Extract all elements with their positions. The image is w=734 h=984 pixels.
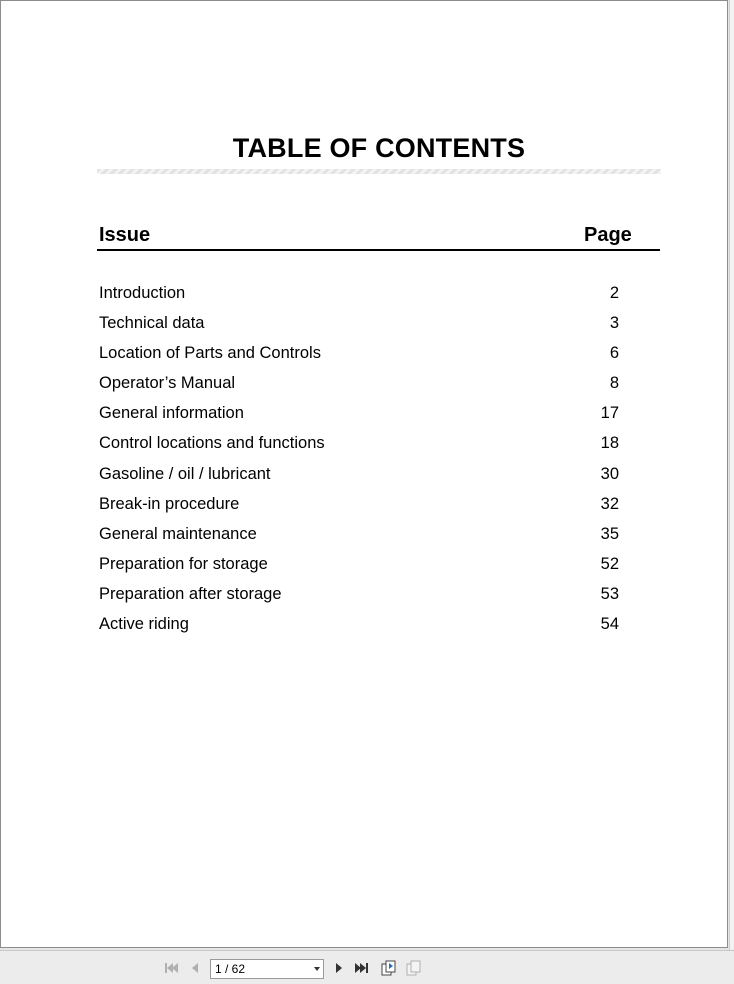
- toc-entry-label: Technical data: [99, 314, 205, 333]
- toc-entry-label: General information: [99, 404, 244, 423]
- toc-entry: [99, 495, 619, 525]
- toc-entry-page: 52: [600, 554, 619, 573]
- toc-entry-page: 35: [600, 524, 619, 543]
- column-header-issue: Issue: [99, 224, 151, 246]
- toc-entry: [99, 585, 619, 615]
- toc-entry: [99, 374, 619, 404]
- toc-entry-label: Preparation for storage: [99, 554, 268, 573]
- toc-list: [99, 284, 619, 645]
- toc-entry: [99, 465, 619, 495]
- toc-entry-label: Gasoline / oil / lubricant: [99, 464, 271, 483]
- toc-entry-page: 32: [600, 494, 619, 513]
- last-page-icon: [354, 961, 370, 975]
- title-divider: [97, 169, 661, 174]
- toc-entry-label: Break-in procedure: [99, 494, 240, 513]
- toc-entry-page: 6: [609, 344, 619, 363]
- toc-entry-label: Preparation after storage: [99, 584, 282, 603]
- go-forward-view-button[interactable]: [405, 959, 423, 977]
- toc-entry-page: 53: [600, 584, 619, 603]
- last-page-button[interactable]: [353, 959, 371, 977]
- header-divider: [97, 249, 660, 251]
- toc-entry-label: Introduction: [99, 284, 186, 302]
- toc-entry-page: 2: [609, 284, 619, 302]
- go-forward-view-icon: [405, 959, 423, 977]
- go-back-view-icon: [380, 959, 398, 977]
- toc-entry: [99, 314, 619, 344]
- toc-entry: [99, 525, 619, 555]
- toc-entry-label: Location of Parts and Controls: [99, 344, 321, 363]
- toc-entry: [99, 284, 619, 314]
- first-page-button[interactable]: [162, 959, 180, 977]
- page-number-select[interactable]: [210, 959, 324, 979]
- chevron-down-icon: [313, 966, 321, 972]
- first-page-icon: [163, 961, 179, 975]
- previous-page-button[interactable]: [186, 959, 204, 977]
- toc-entry: [99, 404, 619, 434]
- toc-entry-page: 3: [609, 314, 619, 333]
- page-title: TABLE OF CONTENTS: [232, 133, 526, 163]
- page-number-value: 1 / 62: [215, 962, 246, 976]
- toc-entry-page: 18: [600, 434, 619, 453]
- toc-entry: [99, 555, 619, 585]
- previous-page-icon: [189, 961, 201, 975]
- toc-entry-label: General maintenance: [99, 524, 257, 543]
- go-back-view-button[interactable]: [380, 959, 398, 977]
- next-page-button[interactable]: [330, 959, 348, 977]
- toc-entry-page: 8: [609, 374, 619, 393]
- toc-entry: [99, 344, 619, 374]
- vertical-scrollbar[interactable]: [729, 0, 734, 950]
- toc-entry-label: Control locations and functions: [99, 434, 325, 453]
- toc-entry-page: 54: [600, 615, 619, 634]
- toc-entry-label: Operator’s Manual: [99, 374, 236, 393]
- toc-entry-label: Active riding: [99, 615, 189, 634]
- column-header-page: Page: [584, 224, 632, 246]
- toc-entry: [99, 615, 619, 645]
- toc-entry-page: 17: [600, 404, 619, 423]
- toc-entry: [99, 434, 619, 464]
- navigation-toolbar: [0, 950, 734, 984]
- next-page-icon: [333, 961, 345, 975]
- page-select-caret[interactable]: [311, 966, 323, 972]
- toc-entry-page: 30: [600, 464, 619, 483]
